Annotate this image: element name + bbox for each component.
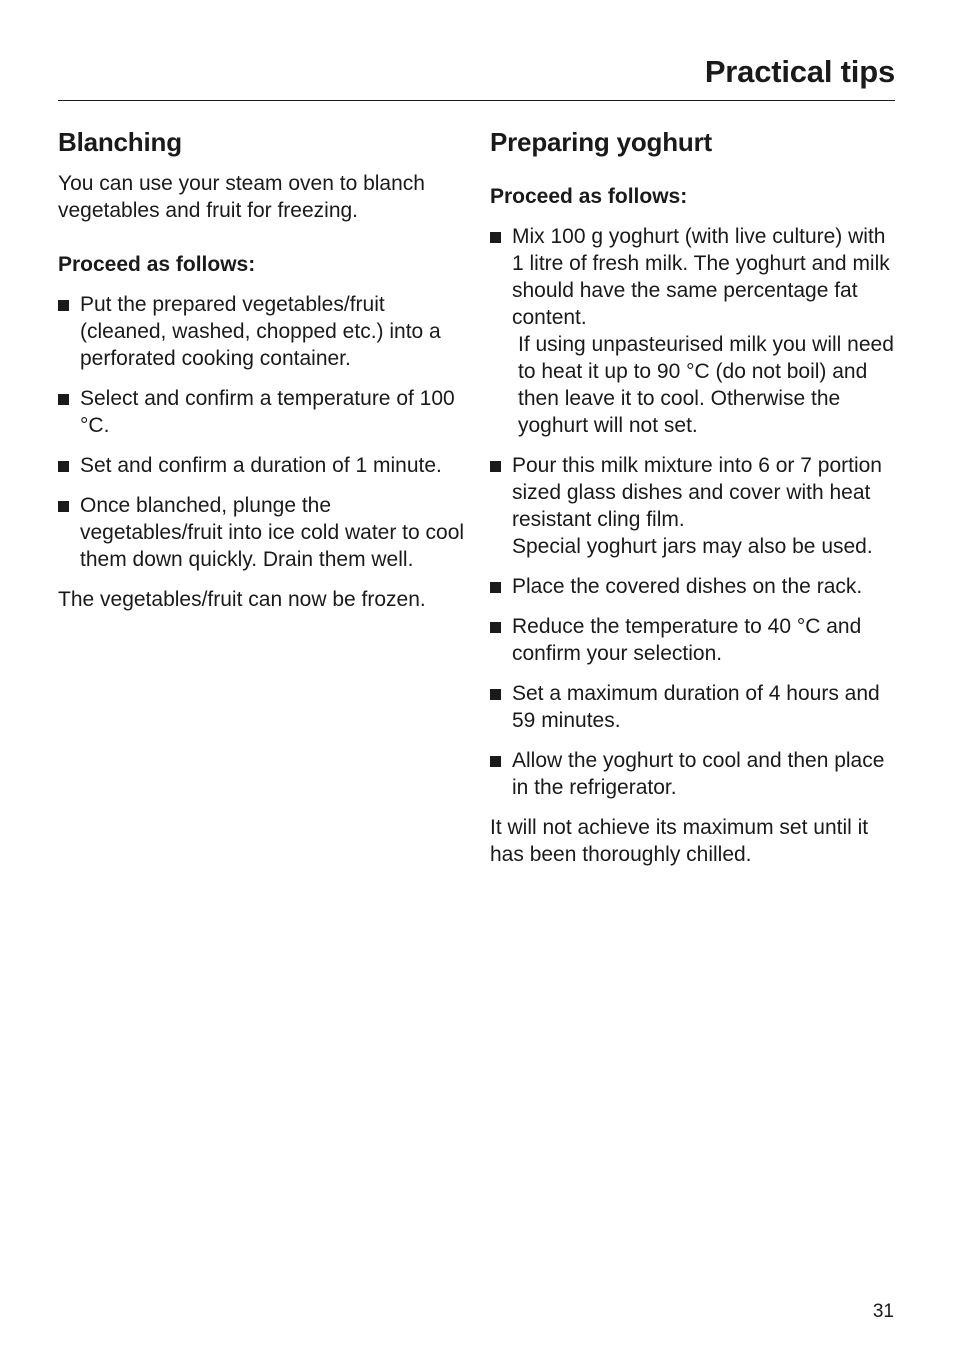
square-bullet-icon: [58, 394, 69, 405]
blanching-step-text: Set and confirm a duration of 1 minute.: [80, 454, 442, 477]
yoghurt-step-note: Special yoghurt jars may also be used.: [512, 535, 873, 558]
square-bullet-icon: [58, 501, 69, 512]
list-item: [490, 613, 898, 667]
square-bullet-icon: [490, 582, 501, 593]
yoghurt-step-text: Place the covered dishes on the rack.: [512, 575, 863, 598]
square-bullet-icon: [58, 461, 69, 472]
square-bullet-icon: [58, 300, 69, 311]
yoghurt-step-text: Reduce the temperature to 40 °C and confirm your selection.: [512, 615, 862, 665]
square-bullet-icon: [490, 689, 501, 700]
list-item: [58, 385, 468, 439]
yoghurt-step-text: Mix 100 g yoghurt (with live culture) with 1 litre of fresh milk. The yoghurt and milk should have the same percentage fat content.: [512, 225, 890, 329]
yoghurt-closing: It will not achieve its maximum set until it has been thoroughly chilled.: [490, 816, 869, 866]
blanching-steps: [58, 291, 468, 573]
blanching-heading: Blanching: [58, 127, 182, 157]
blanching-section: [58, 124, 468, 613]
list-item: [490, 223, 898, 439]
yoghurt-step: [512, 452, 898, 560]
list-item: [490, 680, 898, 734]
yoghurt-heading: Preparing yoghurt: [490, 127, 712, 157]
list-item: [490, 747, 898, 801]
list-item: [58, 291, 468, 372]
blanching-closing: The vegetables/fruit can now be frozen.: [58, 588, 426, 611]
square-bullet-icon: [490, 232, 501, 243]
page-title: Practical tips: [704, 54, 895, 89]
blanching-step-text: Once blanched, plunge the vegetables/fruit into ice cold water to cool them down quickly. Drain them well.: [80, 494, 465, 571]
page-number: 31: [872, 1301, 894, 1322]
square-bullet-icon: [490, 461, 501, 472]
blanching-intro: You can use your steam oven to blanch vegetables and fruit for freezing.: [58, 172, 425, 222]
blanching-step-text: Put the prepared vegetables/fruit (cleaned, washed, chopped etc.) into a perforated cooking container.: [80, 293, 441, 370]
list-item: [58, 452, 468, 479]
yoghurt-step: [512, 223, 898, 439]
yoghurt-step-text: Allow the yoghurt to cool and then place in the refrigerator.: [512, 749, 885, 799]
yoghurt-step-text: Set a maximum duration of 4 hours and 59 minutes.: [512, 682, 880, 732]
page-header: [58, 48, 895, 101]
list-item: [58, 492, 468, 573]
yoghurt-subheading: Proceed as follows:: [490, 185, 688, 208]
square-bullet-icon: [490, 756, 501, 767]
yoghurt-steps: [490, 223, 898, 801]
blanching-subheading: Proceed as follows:: [58, 253, 256, 276]
list-item: [490, 573, 898, 600]
list-item: [490, 452, 898, 560]
square-bullet-icon: [490, 622, 501, 633]
yoghurt-step-text: Pour this milk mixture into 6 or 7 portion sized glass dishes and cover with heat resistant cling film.: [512, 454, 882, 531]
yoghurt-section: [490, 124, 898, 868]
yoghurt-step-note: If using unpasteurised milk you will need to heat it up to 90 °C (do not boil) and then leave it to cool. Otherwise the yoghurt will not set.: [518, 333, 894, 437]
blanching-step-text: Select and confirm a temperature of 100 °C.: [80, 387, 455, 437]
